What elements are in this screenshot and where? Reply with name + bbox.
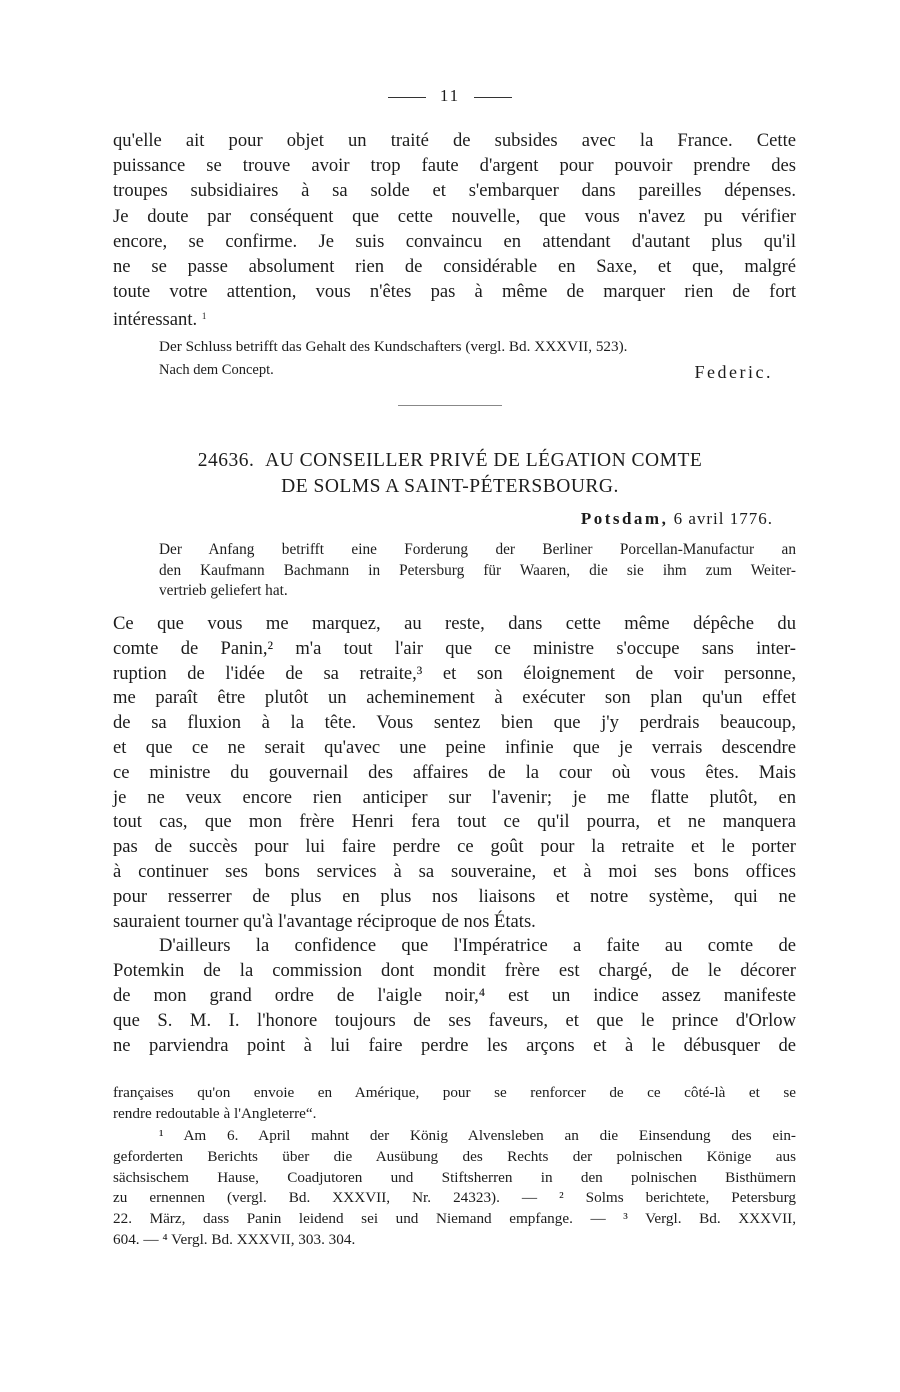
text-line: ce ministre du gouvernail des affaires de la cour où vous êtes. Mais <box>113 761 796 783</box>
text-line: pour resserrer de plus en plus nos liaisons et notre système, qui ne <box>113 885 796 907</box>
text-line: Ce que vous me marquez, au reste, dans cette même dépêche du <box>113 613 796 634</box>
text-line: à continuer ses bons services à sa souveraine, et à moi ses bons offices <box>113 860 796 882</box>
text-line: sauraient tourner qu'à l'avantage réciproque de nos États. <box>113 910 536 932</box>
letter-number: 24636. <box>197 450 255 471</box>
letter-date-value: 6 avril 1776. <box>673 509 773 528</box>
text-line: je ne veux encore rien anticiper sur l'avenir; je me flatte plutôt, en <box>113 786 796 808</box>
text-line: D'ailleurs la confidence que l'Impératrice a faite au comte de <box>159 935 796 957</box>
text-line <box>113 304 796 332</box>
footnote-line: 604. — ⁴ Vergl. Bd. XXXVII, 303. 304. <box>113 1230 356 1248</box>
letter-summary <box>159 540 796 602</box>
text-line: toute votre attention, vous n'êtes pas à même de marquer rien de fort <box>113 281 796 303</box>
letter-date <box>581 509 773 529</box>
letter-title-line-1 <box>0 448 900 474</box>
text-line: que S. M. I. l'honore toujours de ses faveurs, et que le prince d'Orlow <box>113 1009 796 1031</box>
text-line: comte de Panin,² m'a tout l'air que ce ministre s'occupe sans inter- <box>113 637 796 659</box>
source-note: Nach dem Concept. <box>159 362 274 378</box>
letter-place: Potsdam, <box>580 509 669 528</box>
text-line: ne parviendra point à lui faire perdre les arçons et à le débusquer de <box>113 1034 796 1056</box>
text-line: pas de succès pour lui faire perdre ce goût pour la retraite et le porter <box>113 836 796 858</box>
letter-body <box>113 612 796 1058</box>
text-line: de sa fluxion à la tête. Vous sentez bien que j'y perdrais beaucoup, <box>113 712 796 734</box>
section-divider <box>398 405 502 406</box>
footnote-line: rendre redoutable à l'Angleterre“. <box>113 1104 317 1122</box>
text-line: qu'elle ait pour objet un traité de subsides avec la France. Cette <box>113 130 796 151</box>
signature: Federic. <box>694 362 773 382</box>
text-line: puissance se trouve avoir trop faute d'argent pour pouvoir prendre des <box>113 155 796 177</box>
summary-line: den Kaufmann Bachmann in Petersburg für Waaren, die sie ihm zum Weiter- <box>159 561 796 579</box>
text-line: tout cas, que mon frère Henri fera tout ce qu'il pourra, et ne manquera <box>113 811 796 833</box>
footnotes <box>113 1126 796 1251</box>
text-line: me paraît être plutôt un acheminement à exécuter son plan qu'un effet <box>113 687 796 709</box>
text-fragment: intéressant. <box>113 309 198 331</box>
signature-row <box>159 362 773 383</box>
title-text: AU CONSEILLER PRIVÉ DE LÉGATION COMTE <box>265 450 703 471</box>
footnote-line: zu ernennen (vergl. Bd. XXXVII, Nr. 24323). — ² Solms berichtete, Petersburg <box>113 1189 796 1207</box>
footnote-line: françaises qu'on envoie en Amérique, pour se renforcer de ce côté-là et se <box>113 1084 796 1101</box>
footnote-line: ¹ Am 6. April mahnt der König Alvensleben an die Einsendung des ein- <box>159 1127 796 1144</box>
page-number: 11 <box>439 86 461 105</box>
footnote-ref: 1 <box>201 311 207 322</box>
text-line: et que ce ne serait qu'avec une peine infinie que je verrais descendre <box>113 736 796 758</box>
letter-title <box>0 448 900 500</box>
footnote-continuation <box>113 1083 796 1125</box>
summary-line: Der Anfang betrifft eine Forderung der Berliner Porcellan-Manufactur an <box>159 541 796 558</box>
footnote-line: 22. März, dass Panin leidend sei und Niemand empfange. — ³ Vergl. Bd. XXXVII, <box>113 1210 796 1228</box>
text-line: Je doute par conséquent que cette nouvelle, que vous n'avez pu vérifier <box>113 205 796 227</box>
top-paragraph <box>113 128 796 333</box>
header-rule-left <box>388 97 426 98</box>
text-line: encore, se confirme. Je suis convaincu en attendant d'autant plus qu'il <box>113 230 796 252</box>
letter-title-line-2: DE SOLMS A SAINT-PÉTERSBOURG. <box>281 476 619 497</box>
text-line: ne se passe absolument rien de considérable en Saxe, et que, malgré <box>113 256 796 278</box>
closing-note: Der Schluss betrifft das Gehalt des Kundschafters (vergl. Bd. XXXVII, 523). <box>159 338 628 355</box>
footnote-line: sächsischem Hause, Coadjutoren und Stiftsherren in den polnischen Bisthümern <box>113 1168 796 1186</box>
header-rule-right <box>474 97 512 98</box>
text-line: troupes subsidiaires à sa solde et s'embarquer dans pareilles dépenses. <box>113 180 796 202</box>
footnote-line: geforderten Berichts über die Ausübung des Rechts der polnischen Könige aus <box>113 1147 796 1165</box>
page-header <box>0 86 900 106</box>
summary-line: vertrieb geliefert hat. <box>159 582 288 599</box>
text-line: ruption de l'idée de sa retraite,³ et son éloignement de voir personne, <box>113 662 796 684</box>
text-line: de mon grand ordre de l'aigle noir,⁴ est un indice assez manifeste <box>113 984 796 1006</box>
text-line: Potemkin de la commission dont mondit frère est chargé, de le décorer <box>113 960 796 982</box>
